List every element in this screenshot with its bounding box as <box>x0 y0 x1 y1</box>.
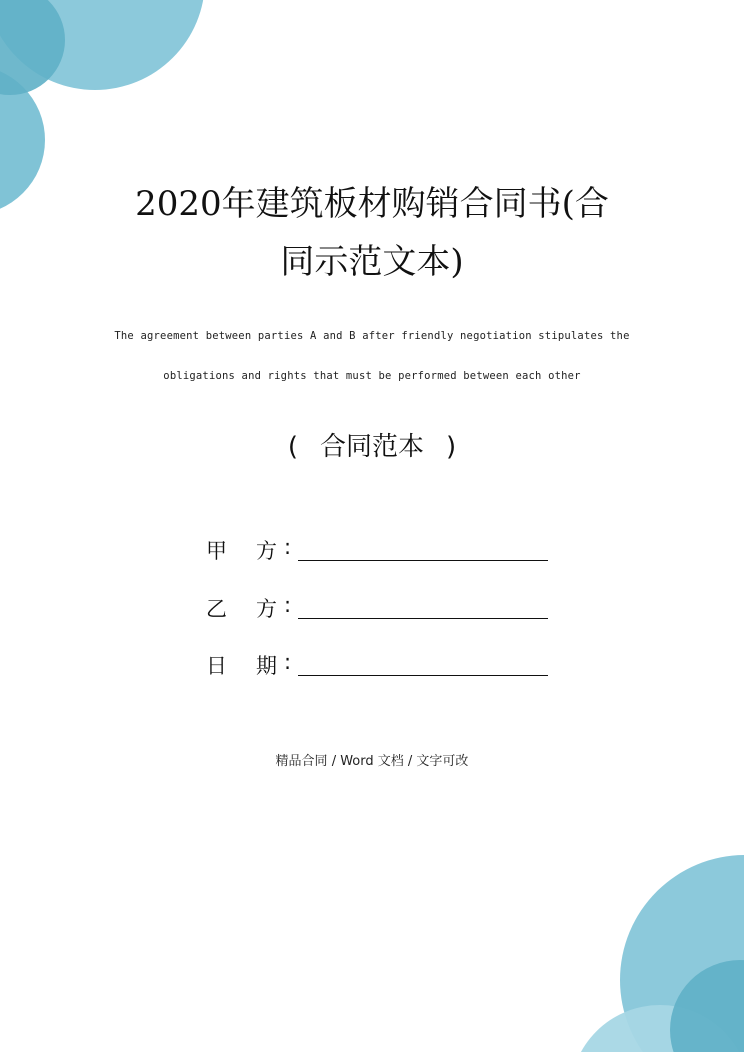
party-a-label-char2: 方 <box>256 539 277 563</box>
party-b-colon: : <box>284 593 292 617</box>
heading-open-paren: ( <box>287 432 298 462</box>
party-b-field <box>206 593 550 621</box>
document-title-line-1: 2020年建筑板材购销合同书(合 <box>135 184 609 224</box>
contract-heading <box>0 426 744 463</box>
footer-part-3: 文字可改 <box>416 754 469 769</box>
date-label-char2: 期 <box>256 654 277 678</box>
footer-separator-1: / <box>327 754 341 769</box>
date-label-char1: 日 <box>206 654 227 678</box>
footer-note <box>0 750 744 769</box>
subtitle-line-2: obligations and rights that must be performed between each other <box>163 370 581 382</box>
party-a-label-char1: 甲 <box>206 539 227 563</box>
heading-text: 合同范本 <box>319 432 424 462</box>
party-a-field <box>206 535 550 563</box>
footer-part-2: Word 文档 <box>340 754 404 769</box>
document-title-line-2: 同示范文本) <box>280 242 464 282</box>
party-b-blank-line[interactable] <box>298 618 548 619</box>
footer-part-1: 精品合同 <box>275 754 328 769</box>
subtitle-line-1: The agreement between parties A and B after friendly negotiation stipulates the <box>114 330 630 342</box>
date-field <box>206 650 550 678</box>
party-b-label-char2: 方 <box>256 597 277 621</box>
party-b-label-char1: 乙 <box>206 597 227 621</box>
date-colon: : <box>284 650 292 674</box>
date-blank-line[interactable] <box>298 675 548 676</box>
heading-close-paren: ) <box>446 432 457 462</box>
footer-separator-2: / <box>403 754 417 769</box>
party-a-colon: : <box>284 535 292 559</box>
party-a-blank-line[interactable] <box>298 560 548 561</box>
